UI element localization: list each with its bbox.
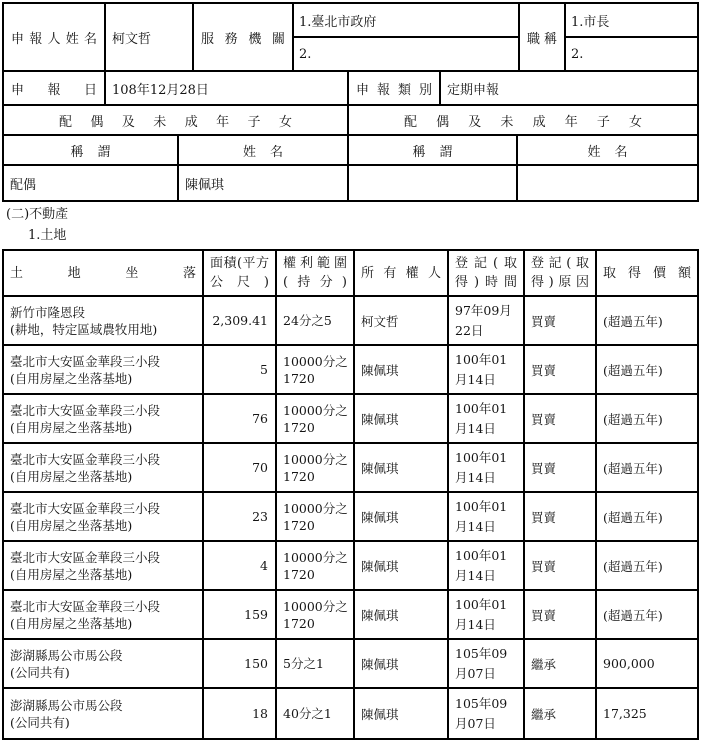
land-header-owner-cell bbox=[355, 251, 449, 295]
agency-label-cell bbox=[194, 4, 294, 70]
land-time-line2: 月14日 bbox=[455, 616, 496, 632]
land-price-value: (超過五年) bbox=[603, 313, 663, 329]
land-time-line2: 月14日 bbox=[455, 371, 496, 387]
name-header-right: 姓名 bbox=[587, 144, 642, 160]
land-time bbox=[449, 689, 525, 738]
land-location bbox=[4, 640, 204, 687]
job-title-line-2 bbox=[566, 38, 697, 70]
land-price-value: (超過五年) bbox=[603, 362, 663, 378]
land-area-value: 23 bbox=[252, 509, 268, 524]
land-row bbox=[4, 542, 697, 591]
relation-header-left-cell bbox=[4, 136, 179, 164]
declarant-name-cell bbox=[106, 4, 194, 70]
land-header-time-line2: 得)時間 bbox=[455, 275, 517, 290]
declaration-type-value-cell bbox=[441, 72, 697, 104]
land-area-value: 150 bbox=[244, 656, 268, 671]
land-header-row bbox=[4, 251, 697, 297]
land-price-value: (超過五年) bbox=[603, 509, 663, 525]
land-price-value: 900,000 bbox=[603, 656, 655, 671]
family-group-header-right-cell bbox=[349, 106, 697, 134]
land-owner-value: 陳佩琪 bbox=[361, 460, 399, 476]
agency-label: 服務機關 bbox=[201, 31, 285, 47]
land-owner-value: 陳佩琪 bbox=[361, 411, 399, 427]
land-owner bbox=[355, 591, 449, 638]
land-owner bbox=[355, 297, 449, 344]
section-subheading-land: 1.土地 bbox=[28, 228, 67, 243]
land-header-area-cell bbox=[204, 251, 277, 295]
land-row bbox=[4, 346, 697, 395]
land-time-line1: 105年09 bbox=[455, 695, 508, 711]
land-owner-value: 陳佩琪 bbox=[361, 362, 399, 378]
declaration-date-row bbox=[4, 72, 697, 104]
agency-value-1: 1.臺北市政府 bbox=[299, 14, 377, 30]
land-reason bbox=[525, 493, 597, 540]
land-share-line2: 1720 bbox=[283, 566, 315, 582]
declaration-type-label-cell bbox=[349, 72, 441, 104]
land-header-area-line1: 面積(平方 bbox=[210, 256, 269, 271]
land-price-value: (超過五年) bbox=[603, 411, 663, 427]
land-location bbox=[4, 493, 204, 540]
land-reason-value: 買賣 bbox=[531, 362, 557, 378]
family-name-left: 陳佩琪 bbox=[185, 177, 225, 193]
land-reason bbox=[525, 346, 597, 393]
job-title-label-cell bbox=[520, 4, 566, 70]
declaration-date-label: 申報日 bbox=[11, 82, 97, 98]
land-price bbox=[597, 444, 697, 491]
land-reason bbox=[525, 297, 597, 344]
land-area bbox=[204, 591, 277, 638]
land-reason bbox=[525, 542, 597, 589]
land-area bbox=[204, 493, 277, 540]
land-time-line1: 100年01 bbox=[455, 351, 508, 367]
land-price bbox=[597, 689, 697, 738]
name-header-left: 姓名 bbox=[242, 144, 297, 160]
land-reason bbox=[525, 640, 597, 687]
land-reason-value: 買賣 bbox=[531, 558, 557, 574]
land-location-line1: 澎湖縣馬公市馬公段 bbox=[10, 697, 123, 713]
family-name-right-cell bbox=[518, 166, 697, 200]
land-header-time-line1: 登記(取 bbox=[455, 256, 517, 271]
family-group-header-right: 配偶及未成年子女 bbox=[404, 114, 642, 130]
land-location-line2: (自用房屋之坐落基地) bbox=[10, 517, 133, 533]
declarant-name: 柯文哲 bbox=[112, 31, 152, 47]
land-row bbox=[4, 493, 697, 542]
land-reason-value: 買賣 bbox=[531, 460, 557, 476]
family-group-header-left: 配偶及未成年子女 bbox=[59, 114, 292, 130]
land-owner bbox=[355, 542, 449, 589]
family-table bbox=[2, 104, 699, 202]
land-share bbox=[277, 591, 355, 638]
land-location bbox=[4, 444, 204, 491]
land-share-line2: 1720 bbox=[283, 615, 315, 631]
land-area-value: 18 bbox=[252, 706, 268, 721]
name-header-left-cell bbox=[179, 136, 349, 164]
agency-line-2 bbox=[294, 38, 518, 70]
family-data-row bbox=[4, 166, 697, 200]
declarant-table bbox=[2, 2, 699, 106]
land-time-line2: 22日 bbox=[455, 322, 484, 338]
land-share-line1: 10000分之 bbox=[283, 598, 348, 614]
land-owner-value: 柯文哲 bbox=[361, 313, 399, 329]
land-time-line1: 97年09月 bbox=[455, 302, 512, 318]
land-share-line2: 1720 bbox=[283, 517, 315, 533]
land-location-line1: 臺北市大安區金華段三小段 bbox=[10, 598, 161, 614]
land-location bbox=[4, 689, 204, 738]
land-reason-value: 買賣 bbox=[531, 607, 557, 623]
land-location-line1: 澎湖縣馬公市馬公段 bbox=[10, 647, 123, 663]
land-location-line1: 臺北市大安區金華段三小段 bbox=[10, 500, 161, 516]
land-location-line2: (自用房屋之坐落基地) bbox=[10, 566, 133, 582]
declaration-date-label-cell bbox=[4, 72, 106, 104]
land-location-line2: (耕地，特定區域農牧用地) bbox=[10, 321, 158, 337]
land-location-line1: 臺北市大安區金華段三小段 bbox=[10, 402, 161, 418]
land-header-area-line2: 公尺) bbox=[210, 275, 269, 290]
land-location bbox=[4, 297, 204, 344]
land-time bbox=[449, 444, 525, 491]
land-time bbox=[449, 542, 525, 589]
land-location bbox=[4, 591, 204, 638]
land-price bbox=[597, 395, 697, 442]
land-header-location: 土地坐落 bbox=[10, 265, 196, 281]
land-share bbox=[277, 542, 355, 589]
land-location-line2: (自用房屋之坐落基地) bbox=[10, 370, 133, 386]
family-relation-right-cell bbox=[349, 166, 518, 200]
land-time-line2: 月07日 bbox=[455, 665, 496, 681]
land-location bbox=[4, 395, 204, 442]
land-reason bbox=[525, 395, 597, 442]
land-owner bbox=[355, 493, 449, 540]
family-name-left-cell bbox=[179, 166, 349, 200]
land-share-line1: 40分之1 bbox=[283, 706, 332, 721]
family-relation-left: 配偶 bbox=[10, 177, 37, 193]
land-owner bbox=[355, 640, 449, 687]
family-column-header-row bbox=[4, 136, 697, 166]
land-share bbox=[277, 493, 355, 540]
land-time-line2: 月14日 bbox=[455, 469, 496, 485]
land-reason-value: 繼承 bbox=[531, 706, 557, 722]
land-share bbox=[277, 640, 355, 687]
land-share bbox=[277, 346, 355, 393]
land-owner-value: 陳佩琪 bbox=[361, 558, 399, 574]
land-time bbox=[449, 346, 525, 393]
agency-line-1 bbox=[294, 4, 518, 38]
land-location-line2: (自用房屋之坐落基地) bbox=[10, 468, 133, 484]
land-reason-value: 繼承 bbox=[531, 656, 557, 672]
land-share-line2: 1720 bbox=[283, 419, 315, 435]
land-time bbox=[449, 493, 525, 540]
land-time-line2: 月14日 bbox=[455, 567, 496, 583]
land-row bbox=[4, 640, 697, 689]
declarant-main-row bbox=[4, 4, 697, 72]
land-header-time-cell bbox=[449, 251, 525, 295]
land-share bbox=[277, 689, 355, 738]
declaration-date-value: 108年12月28日 bbox=[112, 82, 209, 98]
land-price bbox=[597, 493, 697, 540]
land-location-line1: 臺北市大安區金華段三小段 bbox=[10, 451, 161, 467]
land-share-line1: 10000分之 bbox=[283, 353, 348, 369]
land-row bbox=[4, 591, 697, 640]
land-price bbox=[597, 346, 697, 393]
declaration-type-label: 申報類別 bbox=[356, 82, 432, 98]
land-time-line2: 月14日 bbox=[455, 420, 496, 436]
land-area bbox=[204, 444, 277, 491]
section-heading-real-estate: (二)不動產 bbox=[6, 207, 69, 222]
land-time-line1: 105年09 bbox=[455, 645, 508, 661]
land-owner-value: 陳佩琪 bbox=[361, 706, 399, 722]
land-area-value: 159 bbox=[244, 607, 268, 622]
land-share-line1: 10000分之 bbox=[283, 500, 348, 516]
land-header-reason-line1: 登記(取 bbox=[531, 256, 589, 271]
land-share-line1: 10000分之 bbox=[283, 451, 348, 467]
land-price-value: 17,325 bbox=[603, 706, 647, 721]
land-header-share-line1: 權利範圍 bbox=[283, 256, 347, 271]
agency-value-cell bbox=[294, 4, 520, 70]
land-location-line2: (自用房屋之坐落基地) bbox=[10, 615, 133, 631]
job-title-value-1: 1.市長 bbox=[571, 14, 610, 30]
land-reason-value: 買賣 bbox=[531, 509, 557, 525]
land-time-line1: 100年01 bbox=[455, 449, 508, 465]
land-area bbox=[204, 689, 277, 738]
declarant-name-label-cell bbox=[4, 4, 106, 70]
land-table bbox=[2, 249, 699, 740]
land-area bbox=[204, 542, 277, 589]
land-price bbox=[597, 297, 697, 344]
land-header-owner: 所有權人 bbox=[361, 265, 441, 281]
family-relation-left-cell bbox=[4, 166, 179, 200]
land-time-line1: 100年01 bbox=[455, 498, 508, 514]
land-reason-value: 買賣 bbox=[531, 411, 557, 427]
land-row bbox=[4, 297, 697, 346]
land-owner bbox=[355, 395, 449, 442]
land-time-line1: 100年01 bbox=[455, 596, 508, 612]
land-header-price-cell bbox=[597, 251, 697, 295]
land-share bbox=[277, 395, 355, 442]
declaration-date-value-cell bbox=[106, 72, 349, 104]
agency-value-2: 2. bbox=[299, 46, 312, 62]
land-area bbox=[204, 640, 277, 687]
land-header-share-cell bbox=[277, 251, 355, 295]
land-location-line2: (公同共有) bbox=[10, 714, 70, 730]
land-time-line1: 100年01 bbox=[455, 400, 508, 416]
land-location-line1: 臺北市大安區金華段三小段 bbox=[10, 353, 161, 369]
land-header-location-cell bbox=[4, 251, 204, 295]
relation-header-left: 稱謂 bbox=[70, 144, 125, 160]
land-owner-value: 陳佩琪 bbox=[361, 656, 399, 672]
job-title-label: 職稱 bbox=[527, 31, 557, 47]
land-time bbox=[449, 591, 525, 638]
land-location bbox=[4, 346, 204, 393]
land-time-line2: 月14日 bbox=[455, 518, 496, 534]
relation-header-right: 稱謂 bbox=[412, 144, 467, 160]
land-price bbox=[597, 640, 697, 687]
declarant-name-label: 申報人姓名 bbox=[11, 31, 97, 47]
land-owner bbox=[355, 689, 449, 738]
job-title-line-1 bbox=[566, 4, 697, 38]
land-area bbox=[204, 297, 277, 344]
name-header-right-cell bbox=[518, 136, 697, 164]
land-owner-value: 陳佩琪 bbox=[361, 607, 399, 623]
land-share-line2: 1720 bbox=[283, 370, 315, 386]
land-location-line2: (自用房屋之坐落基地) bbox=[10, 419, 133, 435]
land-price-value: (超過五年) bbox=[603, 460, 663, 476]
land-share-line1: 5分之1 bbox=[283, 656, 324, 671]
land-share bbox=[277, 297, 355, 344]
land-area-value: 4 bbox=[260, 558, 268, 573]
land-location-line1: 新竹市隆恩段 bbox=[10, 304, 86, 320]
land-area-value: 2,309.41 bbox=[212, 313, 268, 328]
relation-header-right-cell bbox=[349, 136, 518, 164]
family-group-header-left-cell bbox=[4, 106, 349, 134]
land-time-line2: 月07日 bbox=[455, 715, 496, 731]
land-location-line1: 臺北市大安區金華段三小段 bbox=[10, 549, 161, 565]
land-price-value: (超過五年) bbox=[603, 607, 663, 623]
job-title-value-2: 2. bbox=[571, 46, 584, 62]
land-location bbox=[4, 542, 204, 589]
land-header-share-line2: (持分) bbox=[283, 275, 347, 290]
land-header-price: 取得價額 bbox=[603, 265, 691, 281]
land-row bbox=[4, 444, 697, 493]
land-share-line1: 10000分之 bbox=[283, 402, 348, 418]
land-row bbox=[4, 395, 697, 444]
land-price bbox=[597, 542, 697, 589]
land-reason-value: 買賣 bbox=[531, 313, 557, 329]
land-price-value: (超過五年) bbox=[603, 558, 663, 574]
land-time bbox=[449, 297, 525, 344]
land-owner bbox=[355, 444, 449, 491]
land-share-line2: 1720 bbox=[283, 468, 315, 484]
land-owner bbox=[355, 346, 449, 393]
land-row bbox=[4, 689, 697, 738]
land-area-value: 5 bbox=[260, 362, 268, 377]
land-time bbox=[449, 395, 525, 442]
land-header-reason-cell bbox=[525, 251, 597, 295]
land-reason bbox=[525, 591, 597, 638]
land-owner-value: 陳佩琪 bbox=[361, 509, 399, 525]
land-time bbox=[449, 640, 525, 687]
land-area-value: 70 bbox=[252, 460, 268, 475]
land-header-reason-line2: 得)原因 bbox=[531, 275, 589, 290]
land-area-value: 76 bbox=[252, 411, 268, 426]
land-time-line1: 100年01 bbox=[455, 547, 508, 563]
land-reason bbox=[525, 689, 597, 738]
land-location-line2: (公同共有) bbox=[10, 664, 70, 680]
job-title-value-cell bbox=[566, 4, 697, 70]
family-group-header-row bbox=[4, 106, 697, 136]
land-area bbox=[204, 395, 277, 442]
land-reason bbox=[525, 444, 597, 491]
land-share-line1: 24分之5 bbox=[283, 313, 332, 328]
land-area bbox=[204, 346, 277, 393]
land-share-line1: 10000分之 bbox=[283, 549, 348, 565]
declaration-type-value: 定期申報 bbox=[447, 82, 500, 98]
land-share bbox=[277, 444, 355, 491]
land-price bbox=[597, 591, 697, 638]
